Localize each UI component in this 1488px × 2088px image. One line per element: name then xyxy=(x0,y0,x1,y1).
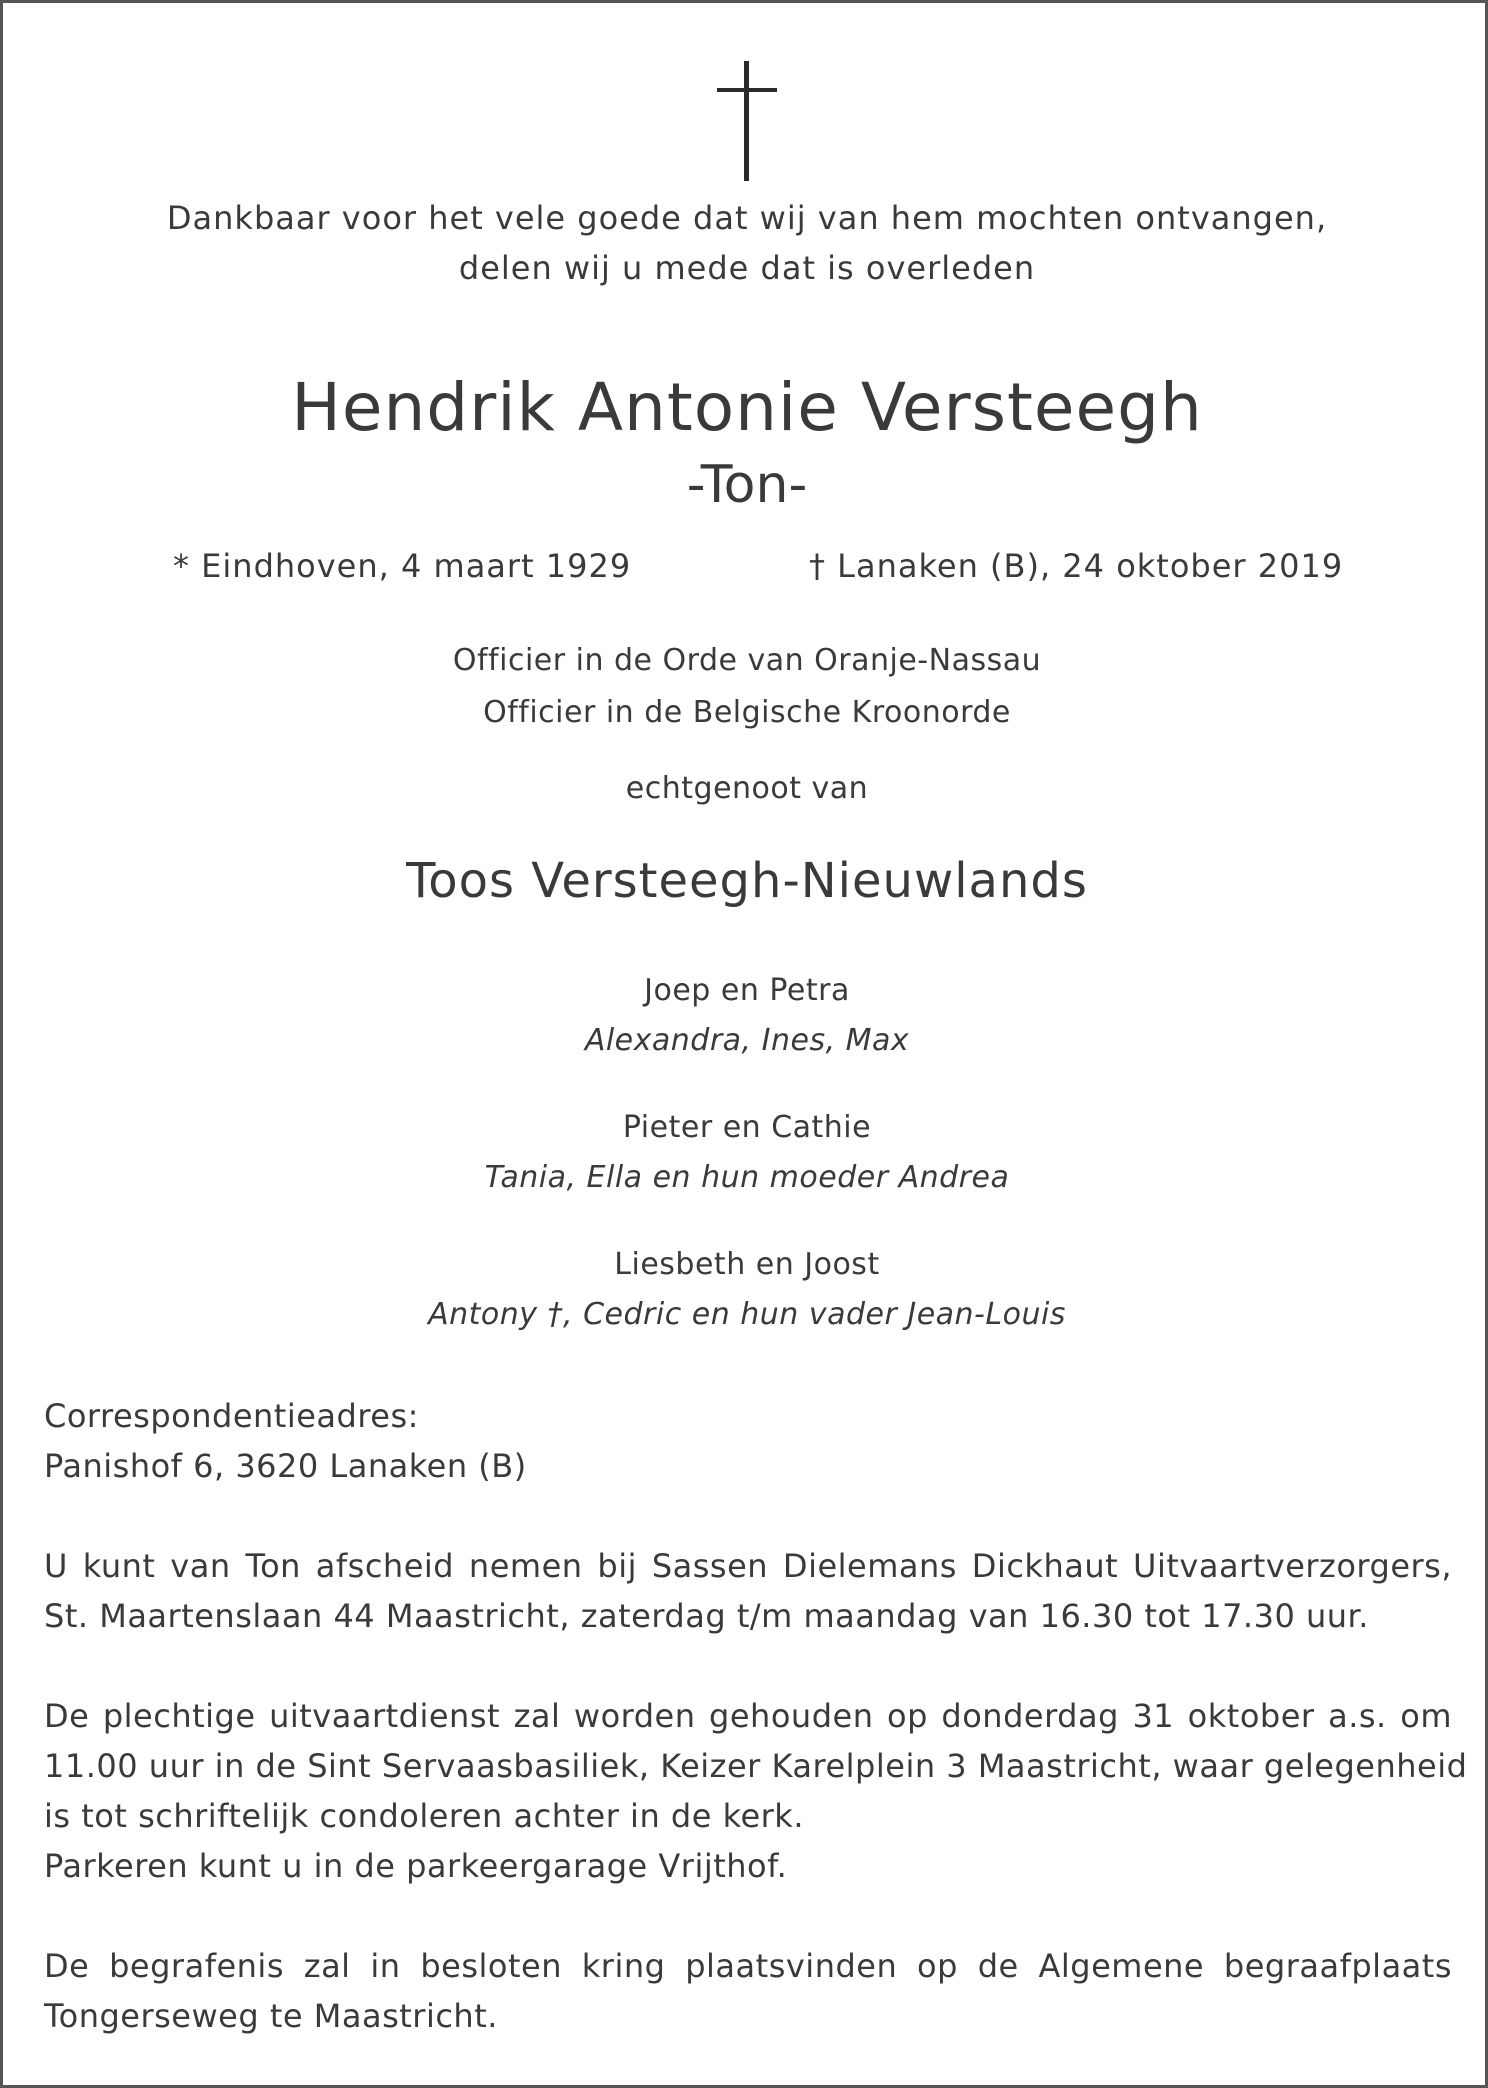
cross-icon xyxy=(717,61,777,181)
visitation-block xyxy=(44,1541,1452,1641)
visitation-line-1: U kunt van Ton afscheid nemen bij Sassen Dielemans Dickhaut Uitvaartverzorgers, xyxy=(44,1547,1452,1585)
burial-line-1: De begrafenis zal in besloten kring plaatsvinden op de Algemene begraafplaats xyxy=(44,1947,1452,1985)
correspondence-label: Correspondentieadres: xyxy=(44,1397,419,1435)
visitation-line-2: St. Maartenslaan 44 Maastricht, zaterdag t/m maandag van 16.30 tot 17.30 uur. xyxy=(44,1597,1369,1635)
family-couple-1: Joep en Petra xyxy=(644,973,850,1008)
burial-line-2: Tongerseweg te Maastricht. xyxy=(44,1997,498,2035)
honour-2: Officier in de Belgische Kroonorde xyxy=(483,695,1011,730)
service-block xyxy=(44,1691,1468,1891)
correspondence-block xyxy=(44,1391,1452,1491)
relation-label: echtgenoot van xyxy=(625,771,869,806)
spouse-name: Toos Versteegh-Nieuwlands xyxy=(406,853,1088,909)
correspondence-address: Panishof 6, 3620 Lanaken (B) xyxy=(44,1447,527,1485)
family-children-3: Antony †, Cedric en hun vader Jean-Louis xyxy=(428,1297,1066,1332)
intro-line-1: Dankbaar voor het vele goede dat wij van hem mochten ontvangen, xyxy=(166,199,1328,237)
family-couple-2: Pieter en Cathie xyxy=(622,1110,872,1145)
honour-1: Officier in de Orde van Oranje-Nassau xyxy=(452,643,1042,678)
birth-info: * Eindhoven, 4 maart 1929 xyxy=(173,547,632,585)
deceased-nickname: -Ton- xyxy=(686,455,808,515)
intro-line-2: delen wij u mede dat is overleden xyxy=(458,249,1036,287)
service-line-1: De plechtige uitvaartdienst zal worden gehouden op donderdag 31 oktober a.s. om xyxy=(44,1697,1452,1735)
burial-block xyxy=(44,1941,1452,2041)
deceased-name: Hendrik Antonie Versteegh xyxy=(291,369,1203,446)
service-line-2: 11.00 uur in de Sint Servaasbasiliek, Keizer Karelplein 3 Maastricht, waar gelegenheid xyxy=(44,1747,1468,1785)
service-line-4: Parkeren kunt u in de parkeergarage Vrijthof. xyxy=(44,1847,788,1885)
family-couple-3: Liesbeth en Joost xyxy=(614,1247,880,1282)
service-line-3: is tot schriftelijk condoleren achter in de kerk. xyxy=(44,1797,804,1835)
family-children-1: Alexandra, Ines, Max xyxy=(584,1023,910,1058)
death-info: † Lanaken (B), 24 oktober 2019 xyxy=(809,547,1344,585)
family-children-2: Tania, Ella en hun moeder Andrea xyxy=(484,1160,1010,1195)
